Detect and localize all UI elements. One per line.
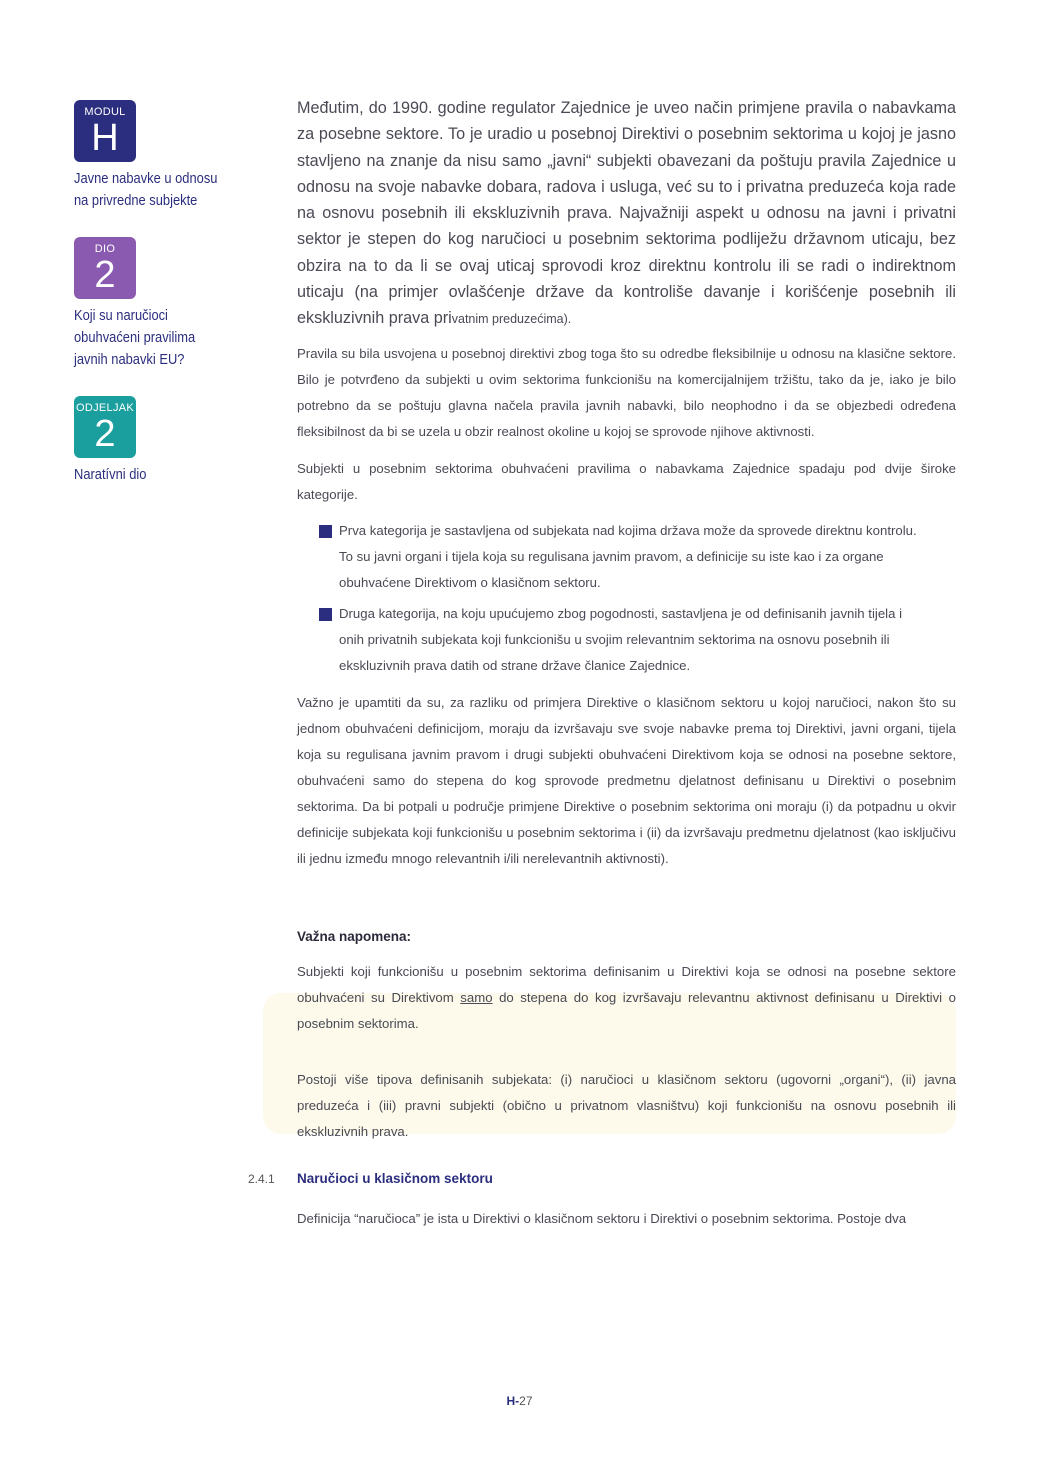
page-value: 27: [519, 1394, 533, 1408]
note-text-before: Subjekti koji funkcionišu u posebnim sektorima definisanim u Direktivi koja se odnosi na posebne sektore obuhvaćeni su Direktivom: [297, 964, 956, 1005]
note-underlined-word: samo: [460, 990, 493, 1005]
dio-block: [74, 237, 274, 371]
lead-text: Međutim, do 1990. godine regulator Zajednice je uveo način primjene pravila o nabavkama za posebne sektore. To je uradio u posebnoj Direktivi o posebnim sektorima u kojoj je jasno stavljeno na znanje da nisu samo „javni“ subjekti obavezani da poštuju pravila Zajednice u odnosu na svoje nabavke dobara, radova i usluga, već su to i privatna preduzeća koja rade na osnovu posebnih ili ekskluzivnih prava. Najvažniji aspekt u odnosu na javni i privatni sektor je stepen do kog naručioci u posebnim sektorima podliježu državnom uticaju, bez obzira na to da li se ovaj uticaj sprovodi kroz direktnu kontrolu ili se radi o indirektnom uticaju (na primjer ovlašćenje države da kontroliše davanje i korišćenje posebnih ili ekskluzivnih prava pri: [297, 99, 956, 328]
lead-paragraph: [297, 95, 956, 333]
page-number: [0, 1394, 1039, 1408]
list-item: [319, 518, 919, 596]
odjeljak-badge: [74, 396, 136, 458]
paragraph-4: Važno je upamtiti da su, za razliku od primjera Direktive o klasičnom sektoru u kojoj naručioci, nakon što su jednom obuhvaćeni definicijom, moraju da izvršavaju sve svoje nabavke prema toj Direktivi, javni organi, tijela koja su regulisana javnim pravom i drugi subjekti obuhvaćeni Direktivom koja se odnosi na posebne sektore, obuhvaćeni samo do stepena do kog sprovode predmetnu djelatnost definisanu u Direktivi o posebnim sektorima. Da bi potpali u područje primjene Direktive o posebnim sektorima oni moraju (i) da potpadnu u okvir definicije subjekata koji funkcionišu u posebnim sektorima i (ii) da izvršavaju predmetnu djelatnost (kao isključivu ili jednu između mnogo relevantnih i/ili nerelevantnih aktivnosti).: [297, 695, 956, 866]
bullet-list: [319, 518, 919, 679]
odjeljak-label: ODJELJAK: [75, 402, 135, 414]
section-title: Naručioci u klasičnom sektoru: [297, 1171, 493, 1186]
modul-block: [74, 100, 274, 212]
paragraph-5: Definicija “naručioca” je ista u Direktivi o klasičnom sektoru i Direktivi o posebnim sektorima. Postoje dva: [297, 1211, 907, 1226]
bullet-text-1: Prva kategorija je sastavljena od subjekata nad kojima država može da sprovede direktnu kontrolu. To su javni organi i tijela koja su regulisana javnim pravom, a definicije su iste kao i za organe obuhvaćene Direktivom o klasičnom sektoru.: [339, 523, 917, 590]
square-bullet-icon: [319, 608, 332, 621]
note-title: Važna napomena:: [297, 929, 412, 944]
odjeljak-title: Naratívni dio: [74, 466, 147, 483]
paragraph-3: Subjekti u posebnim sektorima obuhvaćeni pravilima o nabavkama Zajednice spadaju pod dvije široke kategorije.: [297, 461, 956, 502]
paragraph-2: Pravila su bila usvojena u posebnoj direktivi zbog toga što su odredbe fleksibilnije u odnosu na klasične sektore. Bilo je potvrđeno da subjekti u ovim sektorima funkcionišu na komercijalnijem tržištu, tako da je, iako je bilo potrebno da se poštuju glavna načela pravila javnih nabavki, bilo neophodno i da se objezbedi određena fleksibilnost da bi se uzela u obzir realnost okoline u kojoj se sprovode njihove aktivnosti.: [297, 346, 956, 439]
modul-title: [74, 168, 246, 212]
dio-title-line2: obuhvaćeni pravilima: [74, 329, 196, 346]
note-text-after: do stepena do kog izvršavaju relevantnu aktivnost definisanu u Direktivi o posebnim sektorima.: [297, 990, 956, 1031]
modul-badge: [74, 100, 136, 162]
list-item: [319, 601, 919, 679]
note-paragraph-2: Postoji više tipova definisanih subjekata: (i) naručioci u klasičnom sektoru (ugovorni „organi“), (ii) javna preduzeća i (iii) pravni subjekti (obično u privatnom vlasništvu) koji funkcionišu na osnovu posebnih ili ekskluzivnih prava.: [297, 1072, 956, 1139]
dio-label: DIO: [94, 243, 116, 255]
modul-letter: H: [91, 117, 119, 159]
modul-label: MODUL: [84, 106, 126, 118]
modul-title-line2: na privredne subjekte: [74, 192, 198, 209]
odjeljak-number: 2: [94, 413, 116, 455]
dio-title-line1: Koji su naručioci: [74, 307, 168, 324]
lead-tail: vatnim preduzećima).: [451, 312, 572, 327]
section-number: 2.4.1: [248, 1172, 275, 1186]
square-bullet-icon: [319, 525, 332, 538]
dio-number: 2: [94, 254, 116, 296]
page-prefix: H-: [506, 1394, 520, 1408]
odjeljak-block: [74, 396, 274, 486]
dio-badge: [74, 237, 136, 299]
dio-title: [74, 305, 246, 371]
note-paragraph-1: [297, 959, 956, 1037]
modul-title-line1: Javne nabavke u odnosu: [74, 170, 218, 187]
dio-title-line3: javnih nabavki EU?: [74, 351, 185, 368]
bullet-text-2: Druga kategorija, na koju upućujemo zbog pogodnosti, sastavljena je od definisanih javnih tijela i onih privatnih subjekata koji funkcionišu u svojim relevantnim sektorima na osnovu posebnih ili ekskluzivnih prava datih od strane države članice Zajednice.: [339, 606, 903, 673]
